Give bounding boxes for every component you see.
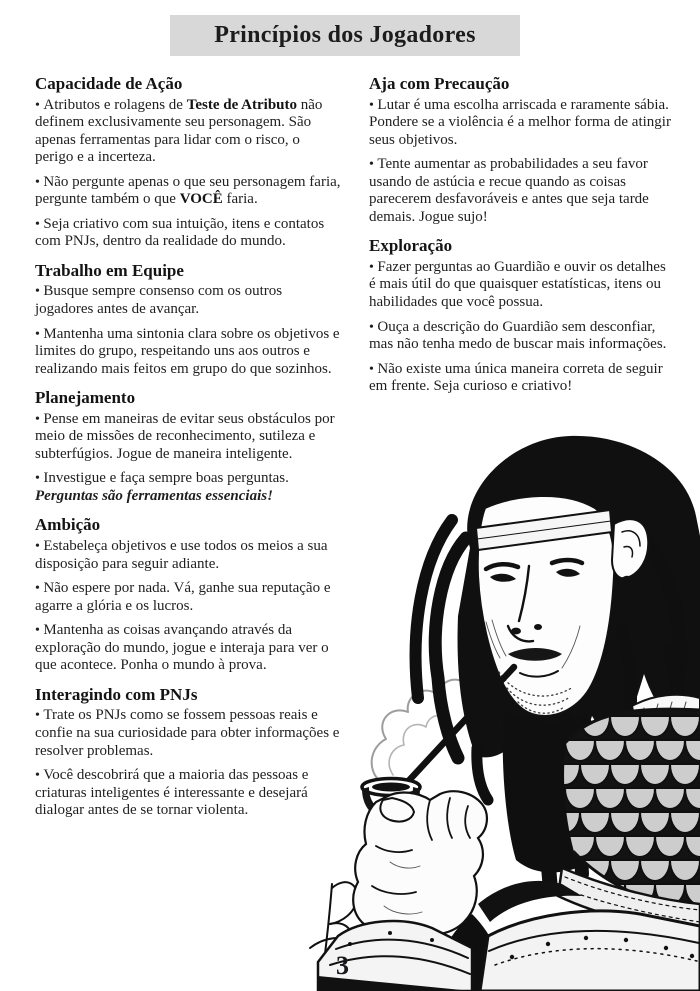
bullet-item bbox=[369, 156, 675, 226]
bullet-item bbox=[35, 97, 341, 167]
section-heading: Trabalho em Equipe bbox=[35, 260, 184, 280]
bullet-icon: • bbox=[35, 411, 44, 427]
section-heading: Planejamento bbox=[35, 388, 136, 408]
bullet-text: Tente aumentar as probabilidades a seu favor usando de astúcia e recue quando as coisas parecerem desfavoráveis e antes que seja tarde demais. Jogue sujo! bbox=[369, 156, 649, 225]
bullet-text: Não existe uma única maneira correta de seguir em frente. Seja curioso e criativo! bbox=[369, 360, 663, 395]
principles-section bbox=[35, 74, 341, 251]
bullet-item bbox=[369, 361, 675, 396]
bullet-text: Lutar é uma escolha arriscada e raramente sábia. Pondere se a violência é a melhor forma de atingir seus objetivos. bbox=[369, 96, 671, 148]
bullet-item bbox=[369, 259, 675, 312]
bullet-item bbox=[35, 174, 341, 209]
bullet-icon: • bbox=[35, 216, 44, 232]
bullet-text: Teste de Atributo bbox=[186, 96, 297, 113]
bullet-text: Estabeleça objetivos e use todos os meios a sua disposição para seguir adiante. bbox=[35, 538, 328, 572]
principles-section bbox=[369, 74, 675, 226]
bullet-item bbox=[35, 283, 341, 318]
bullet-icon: • bbox=[35, 471, 44, 487]
bullet-text: Seja criativo com sua intuição, itens e contatos com PNJs, dentro da realidade do mundo. bbox=[35, 215, 325, 250]
bullet-text: Pense em maneiras de evitar seus obstáculos por meio de missões de reconhecimento, sutileza e subterfúgios. Jogue de maneira inteligente. bbox=[35, 410, 335, 462]
bullet-icon: • bbox=[35, 97, 44, 113]
section-heading: Exploração bbox=[369, 236, 453, 256]
bullet-text: Perguntas são ferramentas essenciais! bbox=[35, 487, 273, 504]
section-heading: Interagindo com PNJs bbox=[35, 684, 198, 704]
hand-holding-pipe bbox=[353, 791, 487, 936]
bullet-icon: • bbox=[35, 174, 44, 190]
section-heading: Ambição bbox=[35, 515, 101, 535]
bullet-icon: • bbox=[35, 768, 44, 784]
bullet-icon: • bbox=[35, 539, 44, 555]
bullet-item bbox=[369, 319, 675, 354]
bullet-text: Mantenha uma sintonia clara sobre os objetivos e limites do grupo, respeitando uns aos outros e realizando mais feitos em grupo do que sozinhos. bbox=[35, 325, 340, 377]
bullet-text: Fazer perguntas ao Guardião e ouvir os detalhes é mais útil do que quaisquer estatísticas, itens ou habilidades que você possua. bbox=[369, 258, 666, 311]
bullet-text: Você descobrirá que a maioria das pessoas e criaturas inteligentes é interessante e desejará dialogar antes de se tornar violenta. bbox=[35, 767, 309, 819]
bullet-icon: • bbox=[35, 708, 44, 724]
bullet-item bbox=[35, 326, 341, 379]
bullet-text: Busque sempre consenso com os outros jogadores antes de avançar. bbox=[35, 283, 283, 318]
bullet-icon: • bbox=[35, 623, 44, 639]
bullet-icon: • bbox=[369, 361, 378, 377]
bullet-text: não definem exclusivamente seu personagem. São apenas ferramentas para lidar com o risco, o perigo e a incerteza. bbox=[35, 96, 323, 166]
bullet-text: VOCÊ bbox=[179, 191, 223, 208]
bullet-icon: • bbox=[369, 157, 378, 173]
bullet-item bbox=[369, 97, 675, 150]
bullet-text: Atributos e rolagens de bbox=[43, 96, 187, 113]
bullet-icon: • bbox=[35, 284, 44, 300]
bullet-icon: • bbox=[369, 97, 378, 113]
bullet-item bbox=[35, 216, 341, 251]
page-title: Princípios dos Jogadores bbox=[214, 22, 476, 48]
warrior-illustration bbox=[280, 416, 700, 991]
bullet-text: faria. bbox=[222, 191, 258, 208]
bullet-text: Não espere por nada. Vá, ganhe sua reputação e agarre a glória e os lucros. bbox=[35, 580, 331, 614]
bullet-text: Investigue e faça sempre boas perguntas. bbox=[43, 470, 289, 487]
section-heading: Aja com Precaução bbox=[369, 74, 510, 93]
page-title-box bbox=[170, 15, 520, 56]
bullet-icon: • bbox=[369, 319, 378, 335]
bullet-icon: • bbox=[369, 259, 378, 275]
principles-section bbox=[369, 236, 675, 395]
bullet-text: Mantenha as coisas avançando através da exploração do mundo, jogue e interaja para ver o que acontece. Ponha o mundo à prova. bbox=[35, 622, 329, 674]
bullet-text: Trate os PNJs como se fossem pessoas reais e confie na sua curiosidade para obter informações e resolver problemas. bbox=[35, 707, 340, 759]
bullet-icon: • bbox=[35, 581, 44, 597]
bullet-icon: • bbox=[35, 326, 44, 342]
principles-section bbox=[35, 261, 341, 378]
page-number: 3 bbox=[336, 951, 349, 980]
bullet-text: Não pergunte apenas o que seu personagem faria, pergunte também o que bbox=[35, 173, 341, 208]
section-heading: Capacidade de Ação bbox=[35, 74, 183, 93]
bullet-text: Ouça a descrição do Guardião sem desconfiar, mas não tenha medo de buscar mais informações. bbox=[369, 318, 667, 353]
